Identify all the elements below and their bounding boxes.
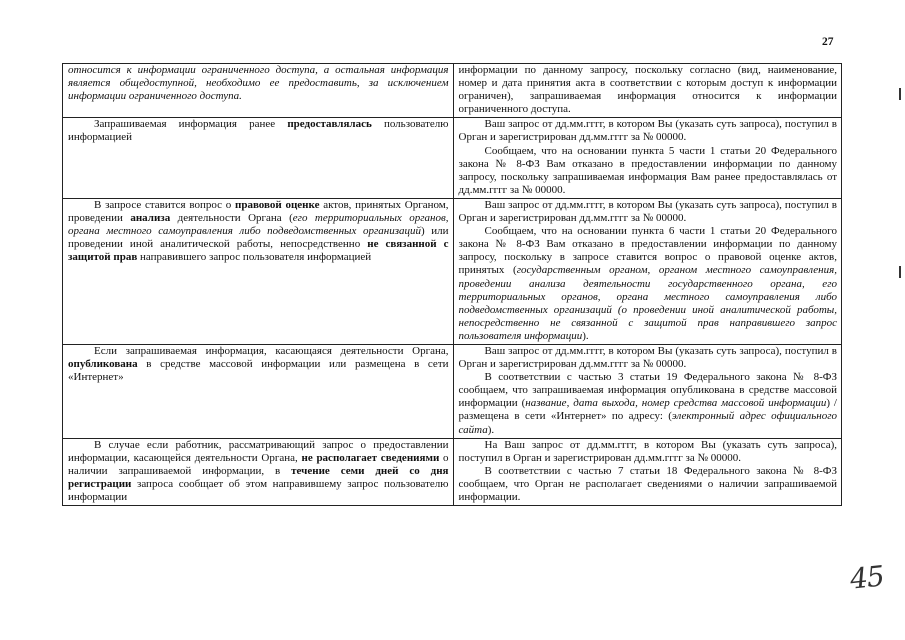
- table-row: [63, 344, 842, 438]
- margin-mark: [899, 266, 901, 278]
- text-run: его территориальных органов, органа местного самоуправления либо подведомственных организаций: [68, 212, 449, 238]
- paragraph: [68, 345, 449, 384]
- margin-mark: [899, 88, 901, 100]
- response-cell: [453, 198, 841, 344]
- text-run: течение семи дней со дня регистрации: [68, 464, 449, 490]
- text-run: В соответствии с частью 7 статьи 18 Федерального закона № 8-ФЗ сообщаем, что Орган не располагает сведениями о наличии запрашиваемой информации.: [458, 464, 837, 503]
- paragraph: [459, 64, 837, 116]
- text-run: в средстве массовой информации или размещена в сети «Интернет»: [68, 358, 449, 384]
- text-run: ).: [582, 329, 589, 342]
- text-run: Ваш запрос от дд.мм.гггг, в котором Вы (указать суть запроса), поступил в Орган и зарегистрирован дд.мм.гггг за № 00000.: [458, 118, 837, 144]
- text-run: анализа: [130, 212, 171, 225]
- table-row: [63, 198, 842, 344]
- text-run: Ваш запрос от дд.мм.гггг, в котором Вы (указать суть запроса), поступил в Орган и зарегистрирован дд.мм.гггг за № 00000.: [458, 344, 837, 371]
- response-cell: [453, 438, 841, 505]
- text-run: ).: [487, 423, 495, 436]
- text-run: пользователю информацией: [68, 118, 449, 144]
- text-run: В случае если работник, рассматривающий запрос о предоставлении информации, касающейся деятельности Органа,: [68, 438, 449, 464]
- paragraph: [459, 199, 837, 225]
- table-row: [63, 64, 842, 118]
- text-run: относится к информации ограниченного доступа, а остальная информация является общедоступной, необходимо ее предоставить, за исключением информации ограниченного доступа.: [68, 64, 449, 103]
- table-row: [63, 438, 842, 505]
- text-run: В запросе ставится вопрос о: [94, 198, 235, 211]
- text-run: информации по данному запросу, поскольку согласно (вид, наименование, номер и дата принятия акта в соответствии с которым доступ к информации ограничен), запрашиваемая информация относится к информации ограниченного доступа.: [458, 64, 837, 116]
- text-run: Если запрашиваемая информация, касающаяся деятельности Органа,: [94, 344, 449, 357]
- response-templates-table: [62, 63, 842, 506]
- text-run: государственным органом, органом местного самоуправления, проведении анализа деятельности государственного органа, его территориальных органов, органа местного самоуправления либо подведомственных организаций (о проведении иной аналитической работы, непосредственно не связанной с защитой прав направившего запрос пользователя информации: [458, 264, 837, 342]
- handwritten-page-number: 45: [848, 559, 886, 596]
- response-cell: [453, 64, 841, 118]
- paragraph: [68, 439, 449, 504]
- text-run: не располагает сведениями: [301, 451, 440, 464]
- text-run: Сообщаем, что на основании пункта 5 части 1 статьи 20 Федерального закона № 8-ФЗ Вам отказано в предоставлении информации по данному запросу, поскольку запрашиваемая информация Вам ранее предоставлялась от дд.мм.гггг за № 00000.: [458, 144, 837, 196]
- response-cell: [453, 118, 841, 199]
- text-run: Ваш запрос от дд.мм.гггг, в котором Вы (указать суть запроса), поступил в Орган и зарегистрирован дд.мм.гггг за № 00000.: [458, 198, 837, 225]
- situation-cell: [63, 64, 454, 118]
- table-row: [63, 118, 842, 199]
- text-run: Запрашиваемая информация ранее: [94, 118, 288, 131]
- situation-cell: [63, 344, 454, 438]
- text-run: название, дата выхода, номер средства массовой информации: [525, 397, 827, 410]
- text-run: ) или проведении иной аналитической работы, непосредственно: [68, 225, 449, 251]
- text-run: Сообщаем, что на основании пункта 6 части 1 статьи 20 Федерального закона № 8-ФЗ Вам отказано в предоставлении информации по данному запросу, поскольку в запросе ставится вопрос о правовой оценке актов, принятых (: [458, 225, 837, 277]
- paragraph: [68, 118, 449, 144]
- text-run: направившего запрос пользователя информацией: [137, 251, 372, 264]
- situation-cell: [63, 198, 454, 344]
- text-run: электронный адрес официального сайта: [458, 410, 837, 436]
- paragraph: [459, 439, 837, 465]
- text-run: опубликована: [68, 358, 138, 371]
- text-run: не связанной с защитой прав: [68, 238, 449, 264]
- text-run: предоставлялась: [287, 118, 372, 131]
- paragraph: [459, 145, 837, 197]
- text-run: правовой оценке: [234, 198, 320, 211]
- response-cell: [453, 344, 841, 438]
- text-run: На Ваш запрос от дд.мм.гггг, в котором Вы (указать суть запроса), поступил в Орган и зарегистрирован дд.мм.гггг за № 00000.: [458, 438, 837, 464]
- text-run: ) / размещена в сети «Интернет» по адресу: (: [458, 397, 837, 423]
- paragraph: [459, 345, 837, 371]
- paragraph: [459, 225, 837, 343]
- page-number: 27: [822, 36, 834, 48]
- text-run: о наличии запрашиваемой информации, в: [68, 451, 449, 477]
- text-run: деятельности Органа (: [170, 212, 293, 225]
- paragraph: [68, 64, 449, 103]
- situation-cell: [63, 438, 454, 505]
- paragraph: [68, 199, 449, 264]
- paragraph: [459, 118, 837, 144]
- text-run: актов, принятых Органом, проведении: [68, 198, 449, 225]
- paragraph: [459, 465, 837, 504]
- text-run: запроса сообщает об этом направившему запрос пользователю информации: [68, 477, 449, 503]
- paragraph: [459, 371, 837, 436]
- text-run: В соответствии с частью 3 статьи 19 Федерального закона № 8-ФЗ сообщаем, что запрашиваемая информация опубликована в средстве массовой информации (: [458, 371, 837, 410]
- situation-cell: [63, 118, 454, 199]
